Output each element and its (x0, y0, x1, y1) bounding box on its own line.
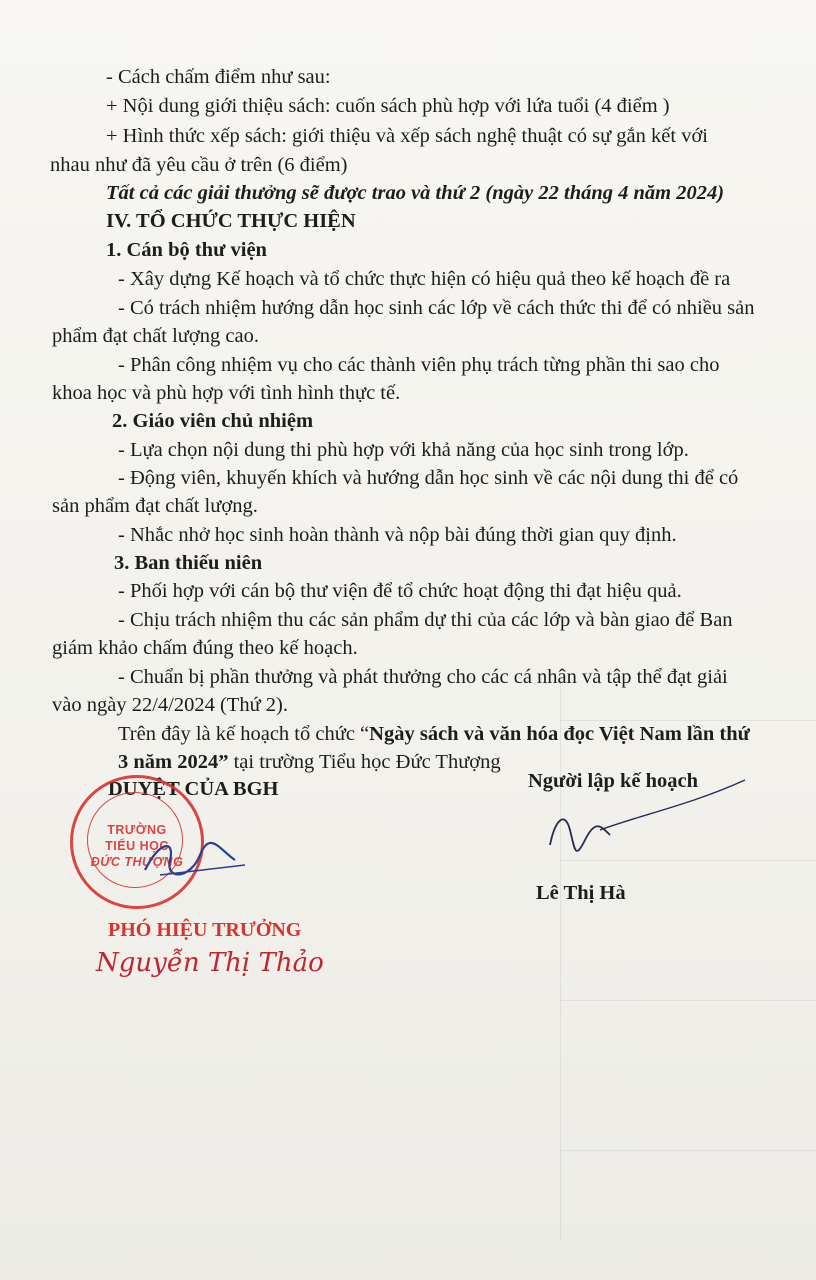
homeroom-item2-line2: sản phẩm đạt chất lượng. (52, 495, 258, 517)
scoring-content: + Nội dung giới thiệu sách: cuốn sách phù hợp với lứa tuổi (4 điểm ) (106, 95, 670, 117)
vice-principal-name: Nguyễn Thị Thảo (96, 948, 324, 978)
author-name: Lê Thị Hà (536, 882, 626, 904)
homeroom-heading: 2. Giáo viên chủ nhiệm (112, 410, 314, 432)
librarian-heading: 1. Cán bộ thư viện (106, 239, 267, 261)
school-seal: TRƯỜNG TIỂU HỌC ĐỨC THƯỢNG (70, 775, 204, 909)
youth-item2-line1: - Chịu trách nhiệm thu các sản phẩm dự thi của các lớp và bàn giao để Ban (118, 609, 733, 631)
youth-item3-line2: vào ngày 22/4/2024 (Thứ 2). (52, 694, 289, 716)
vice-principal-signature (140, 830, 250, 890)
librarian-item3-line1: - Phân công nhiệm vụ cho các thành viên phụ trách từng phần thi sao cho (118, 354, 720, 376)
awards-note: Tất cả các giải thưởng sẽ được trao và thứ 2 (ngày 22 tháng 4 năm 2024) (106, 182, 725, 204)
closing-line1: Trên đây là kế hoạch tổ chức “Ngày sách và văn hóa đọc Việt Nam lần thứ (118, 723, 750, 745)
youth-item1: - Phối hợp với cán bộ thư viện để tổ chức hoạt động thi đạt hiệu quả. (118, 580, 682, 602)
approval-header: DUYỆT CỦA BGH (108, 778, 279, 800)
youth-item2-line2: giám khảo chấm đúng theo kế hoạch. (52, 637, 358, 659)
vice-principal-title: PHÓ HIỆU TRƯỞNG (108, 919, 302, 941)
closing-line2: 3 năm 2024” tại trường Tiểu học Đức Thượng (118, 751, 501, 773)
homeroom-item1: - Lựa chọn nội dung thi phù hợp với khả năng của học sinh trong lớp. (118, 439, 689, 461)
homeroom-item2-line1: - Động viên, khuyến khích và hướng dẫn học sinh về các nội dung thi để có (118, 467, 739, 489)
librarian-item1: - Xây dựng Kế hoạch và tổ chức thực hiện có hiệu quả theo kế hoạch đề ra (118, 268, 731, 290)
scoring-form-line1: + Hình thức xếp sách: giới thiệu và xếp sách nghệ thuật có sự gắn kết với (106, 125, 708, 147)
author-header: Người lập kế hoạch (528, 770, 699, 792)
bleed-through-table (560, 680, 816, 1240)
librarian-item2-line2: phẩm đạt chất lượng cao. (52, 325, 259, 347)
youth-item3-line1: - Chuẩn bị phần thưởng và phát thưởng cho các cá nhân và tập thể đạt giải (118, 666, 728, 688)
section-iv-heading: IV. TỔ CHỨC THỰC HIỆN (106, 210, 356, 232)
youth-heading: 3. Ban thiếu niên (114, 552, 263, 574)
librarian-item2-line1: - Có trách nhiệm hướng dẫn học sinh các lớp về cách thức thi để có nhiều sản (118, 297, 755, 319)
scoring-form-line2: nhau như đã yêu cầu ở trên (6 điểm) (50, 154, 348, 176)
homeroom-item3: - Nhắc nhở học sinh hoàn thành và nộp bài đúng thời gian quy định. (118, 524, 677, 546)
author-signature (540, 790, 760, 880)
scoring-heading: - Cách chấm điểm như sau: (106, 66, 331, 88)
librarian-item3-line2: khoa học và phù hợp với tình hình thực tế. (52, 382, 401, 404)
